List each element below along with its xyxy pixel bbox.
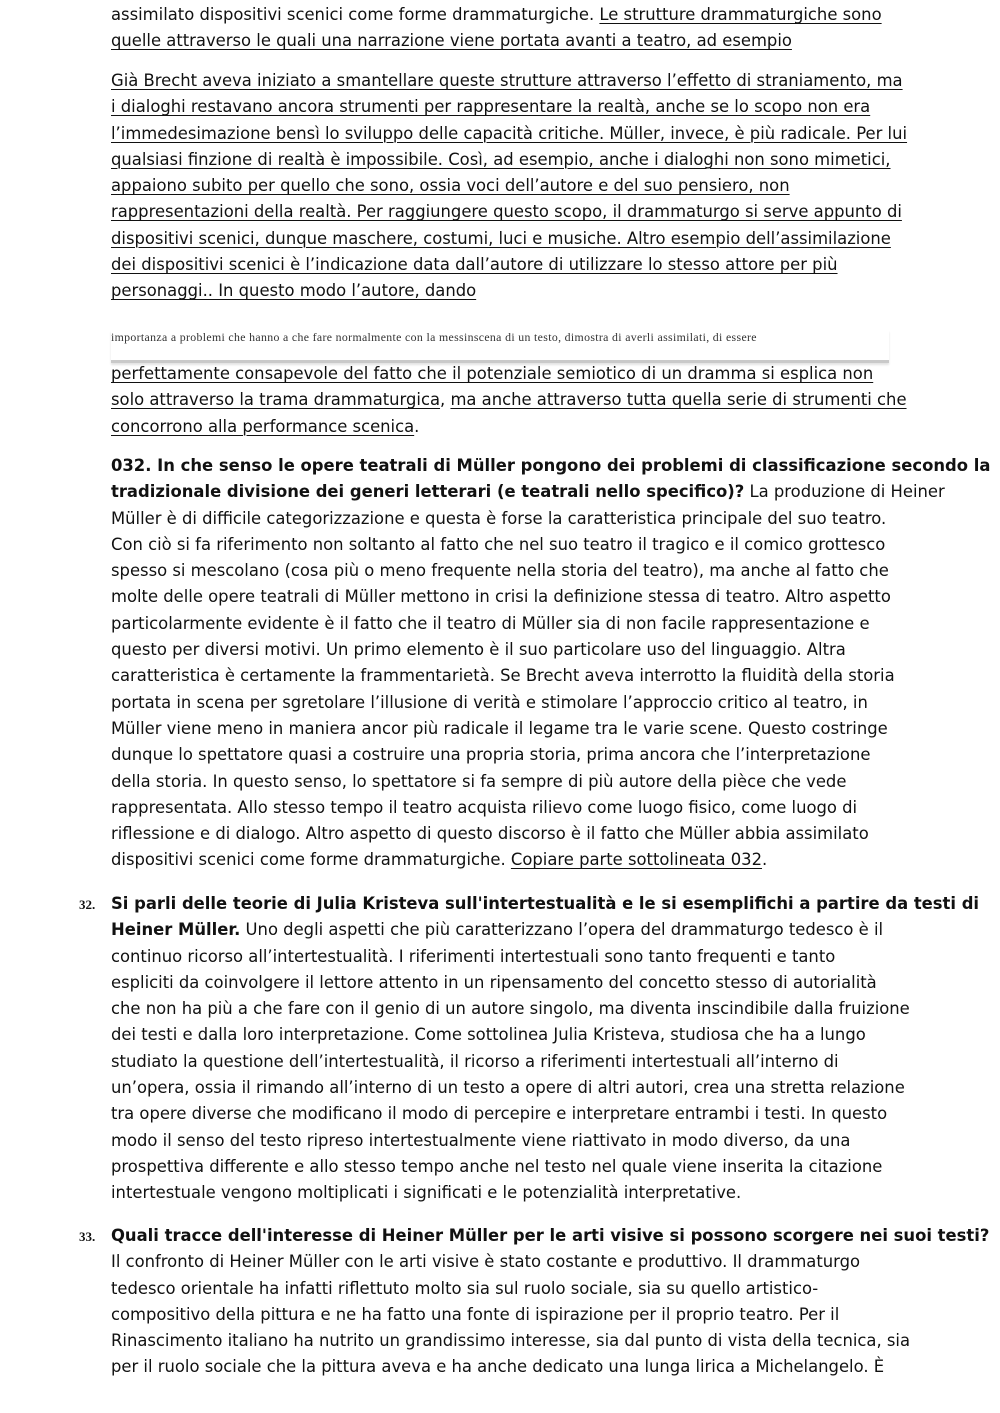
text-line: qualsiasi finzione di realtà è impossibile. Così, ad esempio, anche i dialoghi non sono mimetici, [111, 149, 891, 169]
underlined-run: concorrono alla performance scenica [111, 416, 415, 436]
text-line: l’immedesimazione bensì lo sviluppo delle capacità critiche. Müller, invece, è più radicale. Per lui [111, 123, 908, 143]
text-line: espliciti da coinvolgere il lettore attento in un ripensamento del concetto stesso di autorialità [111, 972, 877, 992]
text-line: che non ha più a che fare con il genio di un autore singolo, ma diventa inscindibile dalla fruizione [111, 999, 910, 1019]
text-line [111, 387, 906, 413]
text-line: modo il senso del testo ripreso intertestualmente viene riattivato in modo diverso, da una [111, 1130, 851, 1150]
underlined-run: Copiare parte sottolineata 032 [510, 850, 763, 870]
text-run: La produzione di Heiner [744, 482, 945, 502]
paragraph-perf [111, 361, 906, 440]
text-line: appaiono subito per quello che sono, ossia voci dell’autore e del suo pensiero, non [111, 176, 790, 196]
text-line [111, 2, 906, 28]
text-line: continuo ricorso all’intertestualità. I riferimenti intertestuali sono tanto frequenti e tanto [111, 946, 836, 966]
text-line [111, 1223, 990, 1249]
text-line: della storia. In questo senso, lo spettatore si fa sempre di più autore della pièce che vede [111, 771, 847, 791]
text-line: Müller è di difficile categorizzazione e questa è forse la caratteristica principale del suo teatro. [111, 508, 887, 528]
text-run: assimilato dispositivi scenici come forme drammaturgiche. [111, 5, 600, 24]
text-line: Con ciò si fa riferimento non soltanto al fatto che nel suo teatro il tragico e il comico grottesco [111, 534, 886, 554]
text-line: personaggi.. In questo modo l’autore, dando [111, 281, 477, 301]
text-line: Il confronto di Heiner Müller con le arti visive è stato costante e produttivo. Il drammaturgo [111, 1252, 861, 1272]
text-line: Rinascimento italiano ha nutrito un grandissimo interesse, sia dal punto di vista della tecnica, sia [111, 1331, 911, 1351]
text-line: molte delle opere teatrali di Müller mettono in crisi la definizione stessa di teatro. Altro aspetto [111, 587, 891, 607]
text-run: dispositivi scenici come forme drammaturgiche. [111, 850, 511, 870]
text-run: . [762, 850, 768, 870]
underlined-run: Le strutture drammaturgiche sono [599, 5, 882, 24]
text-line: spesso si mescolano (cosa più o meno frequente nella storia del teatro), ma anche al fatto che [111, 561, 889, 581]
question-title: Quali tracce dell'interesse di Heiner Müller per le arti visive si possono scorgere nei suoi testi? [111, 1226, 990, 1245]
question-33 [111, 1223, 990, 1381]
text-line: dunque lo spettatore quasi a costruire una propria storia, prima ancora che l’interpretazione [111, 745, 871, 765]
text-line: studiato la questione dell’intertestualità, il ricorso a riferimenti intertestuali all’interno di [111, 1051, 839, 1071]
question-title: Si parli delle teorie di Julia Kristeva sull'intertestualità e le si esemplifichi a partire da testi di [111, 894, 980, 913]
text-line [111, 28, 906, 54]
text-line [111, 453, 991, 479]
text-line: dei testi e dalla loro interpretazione. Come sottolinea Julia Kristeva, studiosa che ha a lungo [111, 1025, 866, 1045]
underlined-run: solo attraverso la trama drammaturgica [111, 390, 441, 410]
text-line: un’opera, ossia il rimando all’interno di un testo a opere di altri autori, crea una stretta relazione [111, 1078, 905, 1098]
question-32 [111, 891, 980, 1207]
text-line: rappresentazioni della realtà. Per raggiungere questo scopo, il drammaturgo si serve appunto di [111, 202, 902, 222]
text-line [111, 479, 945, 505]
text-line [111, 847, 906, 873]
paragraph-brecht [111, 68, 906, 305]
question-number: 33. [79, 1229, 96, 1244]
paragraph-top [111, 2, 906, 55]
text-line [111, 414, 906, 440]
text-line: i dialoghi restavano ancora strumenti per rappresentare la realtà, anche se lo scopo non era [111, 97, 871, 117]
underlined-run: ma anche attraverso tutta quella serie di strumenti che [450, 390, 907, 410]
question-title: tradizionale divisione dei generi letterari (e teatrali nello specifico)? [111, 482, 745, 502]
text-line: tra opere diverse che modificano il modo di percepire e interpretare entrambi i testi. In questo [111, 1104, 888, 1124]
text-line [111, 361, 906, 387]
question-title: 032. In che senso le opere teatrali di Müller pongono dei problemi di classificazione secondo la [111, 456, 991, 475]
text-line: compositivo della pittura e ne ha fatto una fonte di ispirazione per il proprio teatro. Per il [111, 1304, 840, 1324]
question-032 [111, 453, 991, 874]
text-line: Già Brecht aveva iniziato a smantellare queste strutture attraverso l’effetto di straniamento, ma [111, 71, 903, 90]
text-line: prospettiva differente e allo stesso tempo anche nel testo nel quale viene inserita la citazione [111, 1156, 883, 1176]
text-line: per il ruolo sociale che la pittura aveva e ha anche dedicato una lunga lirica a Michelangelo. È [111, 1357, 885, 1377]
underlined-run: quelle attraverso le quali una narrazione viene portata avanti a teatro, ad esempio [111, 31, 792, 51]
text-line [111, 917, 906, 943]
text-line: caratteristica è certamente la frammentarietà. Se Brecht aveva interrotto la fluidità della storia [111, 666, 895, 686]
text-line: dispositivi scenici, dunque maschere, costumi, luci e musiche. Altro esempio dell’assimilazione [111, 228, 891, 248]
text-run: Uno degli aspetti che più caratterizzano l’opera del drammaturgo tedesco è il [240, 920, 884, 940]
question-number: 32. [79, 897, 96, 912]
text-line: rappresentata. Allo stesso tempo il teatro acquista rilievo come luogo fisico, come luogo di [111, 797, 858, 817]
text-line [111, 891, 980, 917]
text-line: portata in scena per sgretolare l’illusione di verità e stimolare l’approccio critico al teatro, in [111, 692, 868, 712]
text-line: questo per diversi motivi. Un primo elemento è il suo particolare uso del linguaggio. Altra [111, 640, 846, 660]
underlined-run: perfettamente consapevole del fatto che il potenziale semiotico di un dramma si esplica non [111, 364, 874, 383]
text-line: particolarmente evidente è il fatto che il teatro di Müller sia di non facile rappresentazione e [111, 613, 870, 633]
text-line: tedesco orientale ha infatti riflettuto molto sia sul ruolo sociale, sia su quello artistico- [111, 1278, 819, 1298]
text-line: riflessione e di dialogo. Altro aspetto di questo discorso è il fatto che Müller abbia assimilato [111, 824, 869, 844]
text-line: Müller viene meno in maniera ancor più radicale il legame tra le varie scene. Questo costringe [111, 718, 888, 738]
text-line: intertestuale vengono moltiplicati i significati e le potenzialità interpretative. [111, 1183, 742, 1203]
text-run: . [414, 416, 420, 436]
text-line: dei dispositivi scenici è l’indicazione data dall’autore di utilizzare lo stesso attore per più [111, 255, 838, 275]
text-run: , [440, 390, 451, 410]
small-serif-line: importanza a problemi che hanno a che fare normalmente con la messinscena di un testo, dimostra di averli assimilati, di essere [111, 330, 889, 363]
question-title: Heiner Müller. [111, 920, 241, 940]
